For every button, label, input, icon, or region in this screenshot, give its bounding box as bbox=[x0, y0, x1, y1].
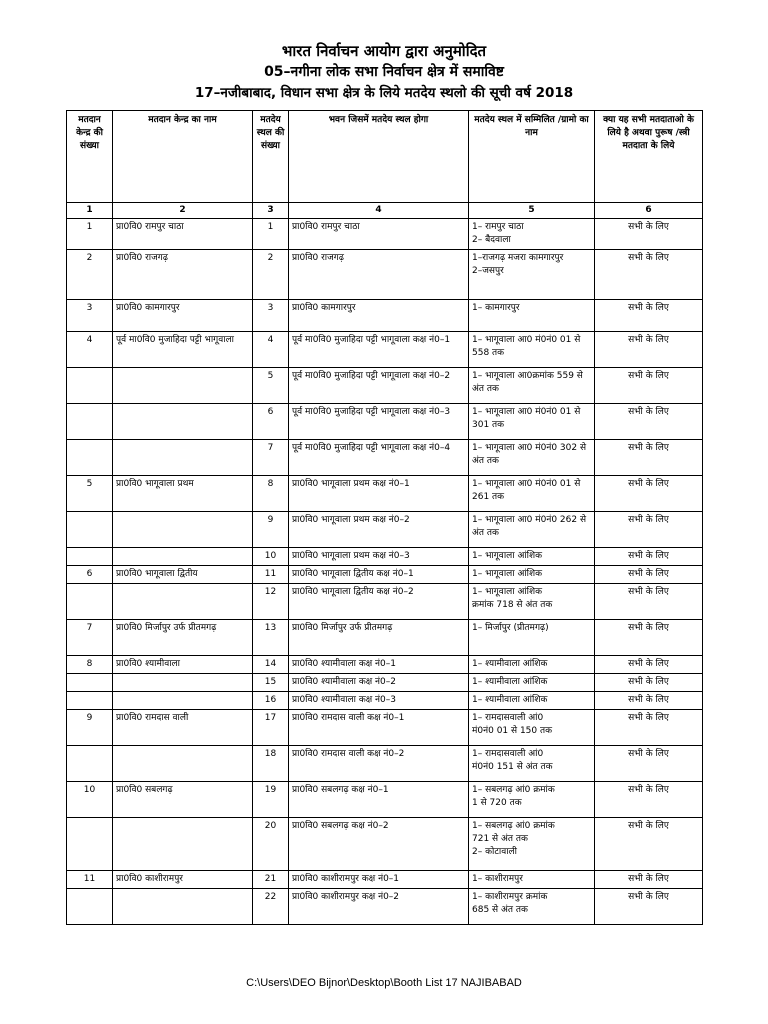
villages-cell bbox=[469, 584, 595, 620]
col-header-station-number: मतदान केन्द्र की संख्या bbox=[67, 111, 113, 203]
village-line: 1– श्यामीवाला आंशिक bbox=[472, 677, 548, 687]
column-number-row bbox=[67, 203, 703, 219]
station-number-cell bbox=[67, 746, 113, 782]
villages-cell bbox=[469, 692, 595, 710]
building-cell: प्रा0वि0 सबलगढ़ कक्ष नं0–2 bbox=[289, 818, 469, 871]
village-line: 1–राजगढ़ मजरा कामगारपुर bbox=[472, 253, 564, 263]
village-line: 1– रामदासवाली आं0 bbox=[472, 713, 544, 723]
booth-number-cell: 20 bbox=[253, 818, 289, 871]
station-number-cell bbox=[67, 692, 113, 710]
voter-category-cell: सभी के लिए bbox=[595, 250, 703, 300]
station-number-cell: 9 bbox=[67, 710, 113, 746]
village-line: 721 से अंत तक bbox=[472, 834, 528, 844]
col-header-station-name: मतदान केन्द्र का नाम bbox=[113, 111, 253, 203]
file-path-footer: C:\Users\DEO Bijnor\Desktop\Booth List 17 NAJIBABAD bbox=[246, 977, 522, 989]
station-number-cell bbox=[67, 512, 113, 548]
station-number-cell: 3 bbox=[67, 300, 113, 332]
villages-cell bbox=[469, 404, 595, 440]
voter-category-cell: सभी के लिए bbox=[595, 656, 703, 674]
station-number-cell bbox=[67, 548, 113, 566]
booth-number-cell: 8 bbox=[253, 476, 289, 512]
building-cell: पूर्व मा0वि0 मुजाहिदा पट्टी भागूवाला कक्ष नं0–3 bbox=[289, 404, 469, 440]
station-number-cell: 2 bbox=[67, 250, 113, 300]
village-line: 2–जसपुर bbox=[472, 266, 504, 276]
building-cell: पूर्व मा0वि0 मुजाहिदा पट्टी भागूवाला कक्ष नं0–1 bbox=[289, 332, 469, 368]
table-row bbox=[67, 250, 703, 300]
table-row bbox=[67, 692, 703, 710]
building-cell: प्रा0वि0 सबलगढ़ कक्ष नं0–1 bbox=[289, 782, 469, 818]
column-number: 3 bbox=[253, 203, 289, 219]
table-row bbox=[67, 512, 703, 548]
villages-cell bbox=[469, 368, 595, 404]
voter-category-cell: सभी के लिए bbox=[595, 746, 703, 782]
building-cell: प्रा0वि0 राजगढ़ bbox=[289, 250, 469, 300]
table-row bbox=[67, 368, 703, 404]
village-line: 1– भागूवाला आंशिक bbox=[472, 569, 543, 579]
booth-number-cell: 13 bbox=[253, 620, 289, 656]
voter-category-cell: सभी के लिए bbox=[595, 584, 703, 620]
station-name-cell: प्रा0वि0 मिर्जापुर उर्फ प्रीतमगढ़ bbox=[113, 620, 253, 656]
booth-number-cell: 16 bbox=[253, 692, 289, 710]
booth-number-cell: 12 bbox=[253, 584, 289, 620]
voter-category-cell: सभी के लिए bbox=[595, 368, 703, 404]
villages-cell bbox=[469, 250, 595, 300]
building-cell: प्रा0वि0 रामपुर चाठा bbox=[289, 219, 469, 250]
col-header-villages: मतदेय स्थल में सम्मिलित /ग्रामो का नाम bbox=[469, 111, 595, 203]
building-cell: पूर्व मा0वि0 मुजाहिदा पट्टी भागूवाला कक्ष नं0–2 bbox=[289, 368, 469, 404]
table-row bbox=[67, 566, 703, 584]
table-row bbox=[67, 476, 703, 512]
station-number-cell bbox=[67, 404, 113, 440]
table-row bbox=[67, 871, 703, 889]
station-number-cell: 11 bbox=[67, 871, 113, 889]
villages-cell bbox=[469, 566, 595, 584]
villages-cell bbox=[469, 332, 595, 368]
villages-cell bbox=[469, 818, 595, 871]
village-line: 1– श्यामीवाला आंशिक bbox=[472, 695, 548, 705]
booth-number-cell: 19 bbox=[253, 782, 289, 818]
polling-station-table bbox=[66, 110, 703, 925]
voter-category-cell: सभी के लिए bbox=[595, 871, 703, 889]
voter-category-cell: सभी के लिए bbox=[595, 548, 703, 566]
village-line: 1– कामगारपुर bbox=[472, 303, 520, 313]
station-name-cell: प्रा0वि0 कामगारपुर bbox=[113, 300, 253, 332]
booth-number-cell: 17 bbox=[253, 710, 289, 746]
table-row bbox=[67, 219, 703, 250]
voter-category-cell: सभी के लिए bbox=[595, 620, 703, 656]
village-line: 2– बैदवाला bbox=[472, 235, 511, 245]
station-number-cell: 7 bbox=[67, 620, 113, 656]
table-row bbox=[67, 404, 703, 440]
table-row bbox=[67, 746, 703, 782]
village-line: 1– भागूवाला आ0 मं0नं0 262 से अंत तक bbox=[472, 515, 587, 538]
voter-category-cell: सभी के लिए bbox=[595, 782, 703, 818]
booth-number-cell: 4 bbox=[253, 332, 289, 368]
building-cell: प्रा0वि0 श्यामीवाला कक्ष नं0–3 bbox=[289, 692, 469, 710]
building-cell: प्रा0वि0 भागूवाला द्वितीय कक्ष नं0–2 bbox=[289, 584, 469, 620]
villages-cell bbox=[469, 889, 595, 925]
table-row bbox=[67, 674, 703, 692]
voter-category-cell: सभी के लिए bbox=[595, 818, 703, 871]
station-number-cell bbox=[67, 818, 113, 871]
station-name-cell: प्रा0वि0 सबलगढ़ bbox=[113, 782, 253, 818]
station-name-cell bbox=[113, 404, 253, 440]
station-name-cell bbox=[113, 440, 253, 476]
building-cell: प्रा0वि0 भागूवाला प्रथम कक्ष नं0–1 bbox=[289, 476, 469, 512]
building-cell: प्रा0वि0 काशीरामपुर कक्ष नं0–1 bbox=[289, 871, 469, 889]
station-name-cell bbox=[113, 368, 253, 404]
voter-category-cell: सभी के लिए bbox=[595, 889, 703, 925]
voter-category-cell: सभी के लिए bbox=[595, 566, 703, 584]
booth-number-cell: 6 bbox=[253, 404, 289, 440]
table-row bbox=[67, 548, 703, 566]
station-number-cell bbox=[67, 584, 113, 620]
station-number-cell: 8 bbox=[67, 656, 113, 674]
building-cell: प्रा0वि0 श्यामीवाला कक्ष नं0–2 bbox=[289, 674, 469, 692]
village-line: 1– सबलगढ़ आं0 क्रमांक bbox=[472, 785, 555, 795]
voter-category-cell: सभी के लिए bbox=[595, 710, 703, 746]
village-line: 1– सबलगढ़ आं0 क्रमांक bbox=[472, 821, 555, 831]
building-cell: पूर्व मा0वि0 मुजाहिदा पट्टी भागूवाला कक्ष नं0–4 bbox=[289, 440, 469, 476]
station-number-cell bbox=[67, 889, 113, 925]
header-line-2: 05–नगीना लोक सभा निर्वाचन क्षेत्र में समाविष्ट bbox=[264, 64, 504, 80]
villages-cell bbox=[469, 476, 595, 512]
table-row bbox=[67, 889, 703, 925]
station-name-cell bbox=[113, 692, 253, 710]
header-line-1: भारत निर्वाचन आयोग द्वारा अनुमोदित bbox=[281, 42, 487, 60]
table-row bbox=[67, 656, 703, 674]
village-line: 1– भागूवाला आ0 मं0नं0 01 से 261 तक bbox=[472, 479, 581, 502]
voter-category-cell: सभी के लिए bbox=[595, 219, 703, 250]
station-name-cell: प्रा0वि0 रामदास वाली bbox=[113, 710, 253, 746]
building-cell: प्रा0वि0 काशीरामपुर कक्ष नं0–2 bbox=[289, 889, 469, 925]
villages-cell bbox=[469, 300, 595, 332]
village-line: 685 से अंत तक bbox=[472, 905, 528, 915]
station-name-cell: प्रा0वि0 श्यामीवाला bbox=[113, 656, 253, 674]
station-name-cell bbox=[113, 674, 253, 692]
col-header-building: भवन जिसमें मतदेय स्थल होगा bbox=[289, 111, 469, 203]
village-line: 1– काशीरामपुर bbox=[472, 874, 523, 884]
booth-number-cell: 21 bbox=[253, 871, 289, 889]
village-line: 1– रामपुर चाठा bbox=[472, 222, 524, 232]
table-row bbox=[67, 710, 703, 746]
document-header bbox=[0, 40, 768, 103]
village-line: 1– रामदासवाली आं0 bbox=[472, 749, 544, 759]
station-name-cell bbox=[113, 889, 253, 925]
table-row bbox=[67, 332, 703, 368]
booth-number-cell: 15 bbox=[253, 674, 289, 692]
station-name-cell bbox=[113, 818, 253, 871]
voter-category-cell: सभी के लिए bbox=[595, 404, 703, 440]
col-header-booth-number: मतदेय स्थल की संख्या bbox=[253, 111, 289, 203]
booth-number-cell: 18 bbox=[253, 746, 289, 782]
voter-category-cell: सभी के लिए bbox=[595, 674, 703, 692]
table-row bbox=[67, 584, 703, 620]
station-number-cell: 4 bbox=[67, 332, 113, 368]
col-header-voter-category: क्या यह सभी मतदाताओ के लिये है अथवा पुरूष /स्त्री मतदाता के लिये bbox=[595, 111, 703, 203]
column-number: 1 bbox=[67, 203, 113, 219]
voter-category-cell: सभी के लिए bbox=[595, 440, 703, 476]
station-number-cell bbox=[67, 440, 113, 476]
building-cell: प्रा0वि0 मिर्जापुर उर्फ प्रीतमगढ़ bbox=[289, 620, 469, 656]
booth-number-cell: 9 bbox=[253, 512, 289, 548]
villages-cell bbox=[469, 440, 595, 476]
station-name-cell: प्रा0वि0 भागूवाला द्वितीय bbox=[113, 566, 253, 584]
table-header-row bbox=[67, 111, 703, 203]
station-name-cell bbox=[113, 548, 253, 566]
village-line: मं0नं0 151 से अंत तक bbox=[472, 762, 553, 772]
column-number: 6 bbox=[595, 203, 703, 219]
voter-category-cell: सभी के लिए bbox=[595, 476, 703, 512]
voter-category-cell: सभी के लिए bbox=[595, 692, 703, 710]
station-number-cell: 5 bbox=[67, 476, 113, 512]
station-name-cell: पूर्व मा0वि0 मुजाहिदा पट्टी भागूवाला bbox=[113, 332, 253, 368]
village-line: 1– श्यामीवाला आंशिक bbox=[472, 659, 548, 669]
table-row bbox=[67, 782, 703, 818]
villages-cell bbox=[469, 548, 595, 566]
village-line: 1– काशीरामपुर क्रमांक bbox=[472, 892, 548, 902]
station-name-cell bbox=[113, 746, 253, 782]
station-name-cell bbox=[113, 512, 253, 548]
villages-cell bbox=[469, 620, 595, 656]
village-line: 2– कोटावाली bbox=[472, 847, 517, 857]
village-line: 1– भागूवाला आ0क्रमांक 559 से अंत तक bbox=[472, 371, 583, 394]
villages-cell bbox=[469, 746, 595, 782]
station-name-cell: प्रा0वि0 रामपुर चाठा bbox=[113, 219, 253, 250]
column-number: 4 bbox=[289, 203, 469, 219]
building-cell: प्रा0वि0 कामगारपुर bbox=[289, 300, 469, 332]
village-line: 1 से 720 तक bbox=[472, 798, 522, 808]
building-cell: प्रा0वि0 रामदास वाली कक्ष नं0–1 bbox=[289, 710, 469, 746]
voter-category-cell: सभी के लिए bbox=[595, 332, 703, 368]
booth-number-cell: 10 bbox=[253, 548, 289, 566]
village-line: मं0नं0 01 से 150 तक bbox=[472, 726, 553, 736]
villages-cell bbox=[469, 710, 595, 746]
station-name-cell: प्रा0वि0 भागूवाला प्रथम bbox=[113, 476, 253, 512]
booth-number-cell: 5 bbox=[253, 368, 289, 404]
table-row bbox=[67, 440, 703, 476]
villages-cell bbox=[469, 512, 595, 548]
village-line: 1– भागूवाला आ0 मं0नं0 01 से 558 तक bbox=[472, 335, 581, 358]
booth-number-cell: 11 bbox=[253, 566, 289, 584]
voter-category-cell: सभी के लिए bbox=[595, 300, 703, 332]
voter-category-cell: सभी के लिए bbox=[595, 512, 703, 548]
booth-number-cell: 3 bbox=[253, 300, 289, 332]
station-name-cell: प्रा0वि0 काशीरामपुर bbox=[113, 871, 253, 889]
station-number-cell: 1 bbox=[67, 219, 113, 250]
booth-number-cell: 1 bbox=[253, 219, 289, 250]
building-cell: प्रा0वि0 भागूवाला प्रथम कक्ष नं0–2 bbox=[289, 512, 469, 548]
villages-cell bbox=[469, 219, 595, 250]
station-name-cell: प्रा0वि0 राजगढ़ bbox=[113, 250, 253, 300]
building-cell: प्रा0वि0 श्यामीवाला कक्ष नं0–1 bbox=[289, 656, 469, 674]
booth-number-cell: 22 bbox=[253, 889, 289, 925]
village-line: 1– भागूवाला आंशिक bbox=[472, 587, 543, 597]
column-number: 2 bbox=[113, 203, 253, 219]
villages-cell bbox=[469, 871, 595, 889]
village-line: 1– भागूवाला आंशिक bbox=[472, 551, 543, 561]
table-row bbox=[67, 620, 703, 656]
village-line: 1– भागूवाला आ0 मं0नं0 302 से अंत तक bbox=[472, 443, 587, 466]
column-number: 5 bbox=[469, 203, 595, 219]
station-number-cell bbox=[67, 674, 113, 692]
building-cell: प्रा0वि0 भागूवाला द्वितीय कक्ष नं0–1 bbox=[289, 566, 469, 584]
station-number-cell: 6 bbox=[67, 566, 113, 584]
booth-number-cell: 7 bbox=[253, 440, 289, 476]
building-cell: प्रा0वि0 भागूवाला प्रथम कक्ष नं0–3 bbox=[289, 548, 469, 566]
table-row bbox=[67, 300, 703, 332]
villages-cell bbox=[469, 656, 595, 674]
village-line: 1– मिर्जापुर (प्रीतमगढ़) bbox=[472, 623, 549, 633]
header-line-3: 17–नजीबाबाद, विधान सभा क्षेत्र के लिये मतदेय स्थलो की सूची वर्ष 2018 bbox=[194, 85, 574, 101]
villages-cell bbox=[469, 674, 595, 692]
village-line: 1– भागूवाला आ0 मं0नं0 01 से 301 तक bbox=[472, 407, 581, 430]
village-line: क्रमांक 718 से अंत तक bbox=[472, 600, 553, 610]
building-cell: प्रा0वि0 रामदास वाली कक्ष नं0–2 bbox=[289, 746, 469, 782]
table-row bbox=[67, 818, 703, 871]
station-number-cell bbox=[67, 368, 113, 404]
station-number-cell: 10 bbox=[67, 782, 113, 818]
villages-cell bbox=[469, 782, 595, 818]
booth-number-cell: 14 bbox=[253, 656, 289, 674]
station-name-cell bbox=[113, 584, 253, 620]
booth-number-cell: 2 bbox=[253, 250, 289, 300]
